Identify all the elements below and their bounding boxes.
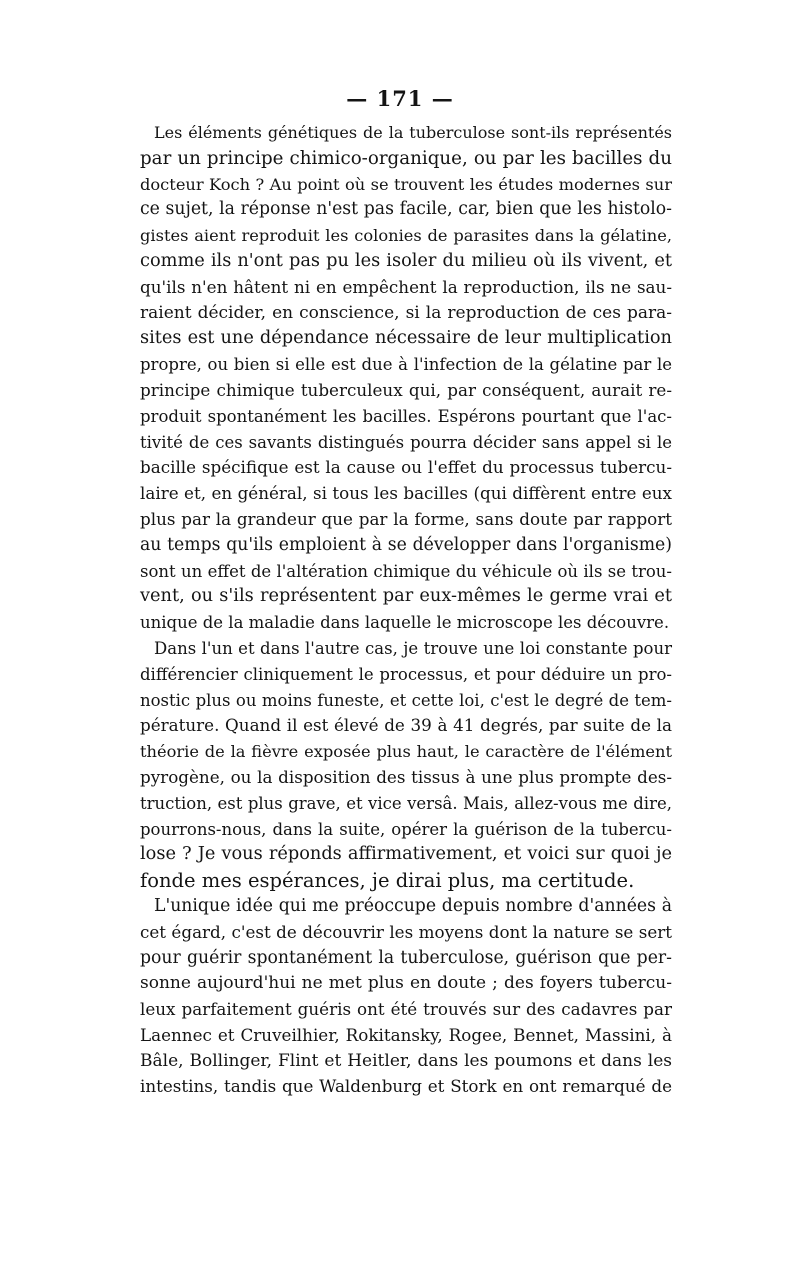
text-line: Les éléments génétiques de la tuberculose sont-ils représentés [154,123,672,142]
text-line: comme ils n'ont pas pu les isoler du milieu où ils vivent, et [140,250,672,271]
text-line: par un principe chimico-organique, ou par les bacilles du [140,147,672,169]
text-line: tivité de ces savants distingués pourra décider sans appel si le [140,432,672,452]
text-line: laire et, en général, si tous les bacilles (qui diffèrent entre eux [140,483,672,504]
text-line: raient décider, en conscience, si la reproduction de ces para- [140,302,672,323]
text-line: qu'ils n'en hâtent ni en empêchent la reproduction, ils ne sau- [140,276,672,297]
text-line: intestins, tandis que Waldenburg et Stork en ont remarqué de [140,1076,672,1097]
text-line: plus par la grandeur que par la forme, sans doute par rapport [140,508,672,529]
text-line: Laennec et Cruveilhier, Rokitansky, Rogee, Bennet, Massini, à [140,1024,672,1045]
page-number: — 171 — [346,86,454,111]
text-line: Dans l'un et dans l'autre cas, je trouve une loi constante pour [154,638,672,658]
text-line: sonne aujourd'hui ne met plus en doute ; des foyers tubercu- [140,973,672,994]
text-line: nostic plus ou moins funeste, et cette loi, c'est le degré de tem- [140,690,672,710]
text-line: leux parfaitement guéris ont été trouvés sur des cadavres par [140,999,672,1020]
text-line: produit spontanément les bacilles. Espérons pourtant que l'ac- [140,406,672,426]
text-line: au temps qu'ils emploient à se développer dans l'organisme) [140,534,672,555]
text-line: principe chimique tuberculeux qui, par conséquent, aurait re- [140,379,672,400]
text-line: cet égard, c'est de découvrir les moyens dont la nature se sert [140,921,672,942]
text-line: unique de la maladie dans laquelle le microscope les découvre. [140,613,670,633]
text-line: pyrogène, ou la disposition des tissus à une plus prompte des- [140,766,672,787]
text-line: bacille spécifique est la cause ou l'effet du processus tubercu- [140,457,672,478]
text-line: différencier cliniquement le processus, et pour déduire un pro- [140,664,672,684]
text-line: propre, ou bien si elle est due à l'infection de la gélatine par le [140,355,672,375]
text-line: L'unique idée qui me préoccupe depuis nombre d'années à [154,895,672,916]
text-line: pour guérir spontanément la tuberculose, guérison que per- [140,947,672,968]
text-line: docteur Koch ? Au point où se trouvent les études modernes sur [140,174,672,194]
text-line: sites est une dépendance nécessaire de leur multiplication [140,328,672,349]
text-line: vent, ou s'ils représentent par eux-mêmes le germe vrai et [140,586,672,607]
body-text [140,120,672,1100]
text-line: fonde mes espérances, je dirai plus, ma certitude. [140,869,635,893]
text-line: théorie de la fièvre exposée plus haut, le caractère de l'élément [140,742,672,762]
text-line: ce sujet, la réponse n'est pas facile, car, bien que les histolo- [140,199,672,220]
text-line: pérature. Quand il est élevé de 39 à 41 degrés, par suite de la [140,715,672,736]
text-line: sont un effet de l'altération chimique du véhicule où ils se trou- [140,561,672,581]
text-line: lose ? Je vous réponds affirmativement, et voici sur quoi je [140,844,672,865]
text-line: pourrons-nous, dans la suite, opérer la guérison de la tubercu- [140,819,672,839]
text-line: Bâle, Bollinger, Flint et Heitler, dans les poumons et dans les [140,1050,672,1071]
text-line: gistes aient reproduit les colonies de parasites dans la gélatine, [140,226,672,246]
text-line: truction, est plus grave, et vice versâ. Mais, allez-vous me dire, [140,793,672,813]
